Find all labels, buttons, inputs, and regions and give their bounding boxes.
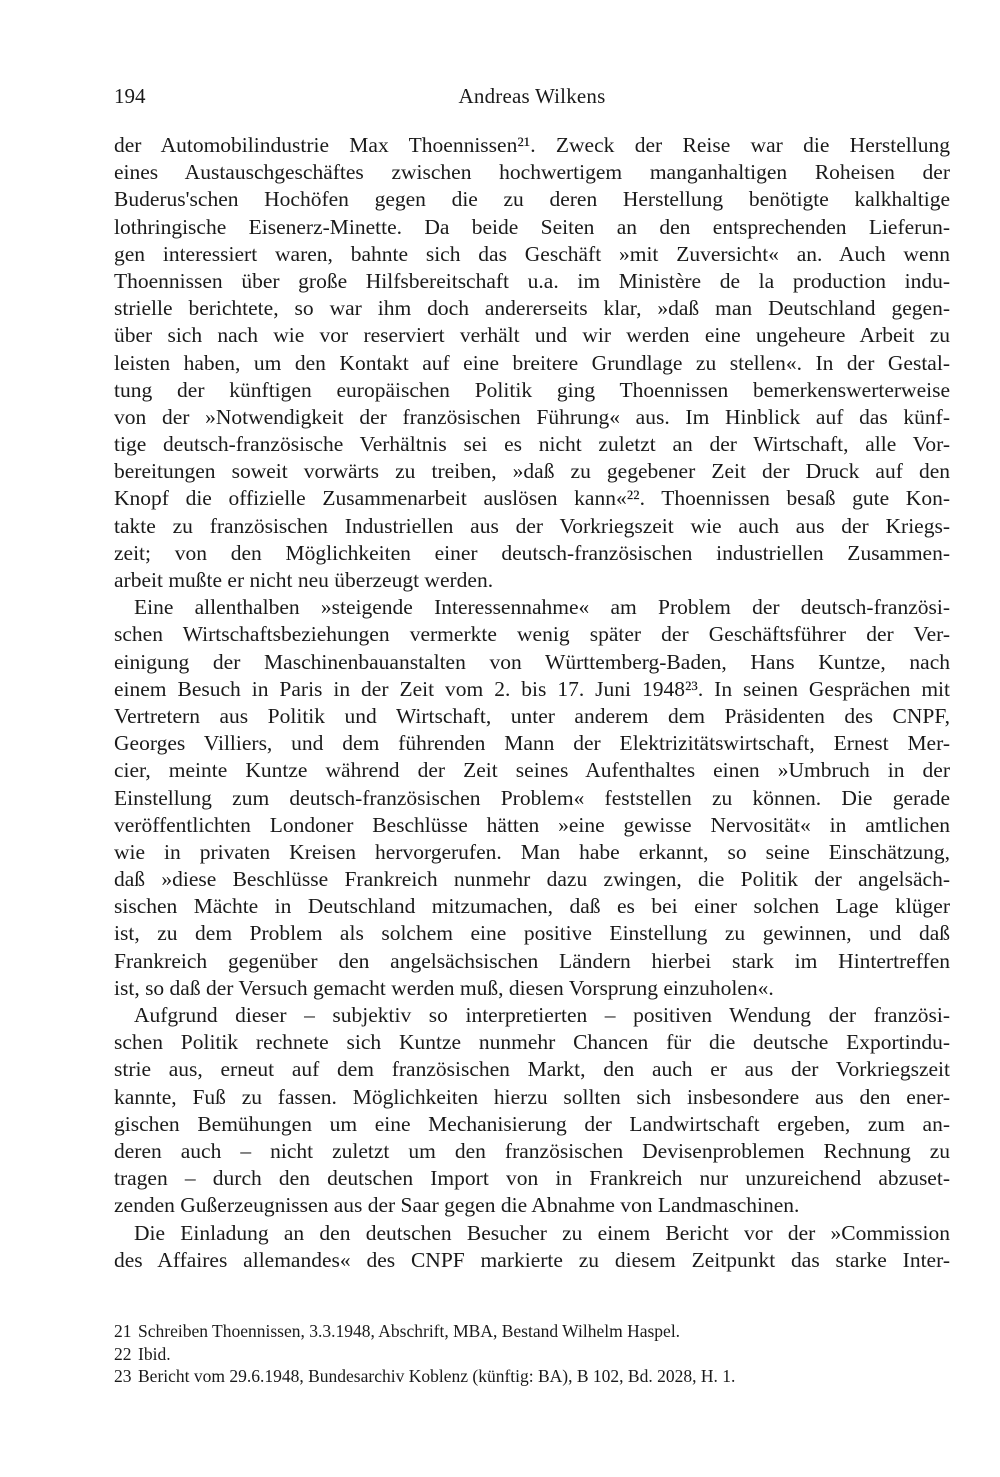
body-line: der Automobilindustrie Max Thoennissen²¹. Zweck der Reise war die Herstellung	[114, 133, 950, 157]
body-line: Eine allenthalben »steigende Interessennahme« am Problem der deutsch-französi-	[134, 595, 950, 620]
body-line: schen Politik rechnete sich Kuntze nunmehr Chancen für die deutsche Exportindu-	[114, 1030, 950, 1055]
body-line: zenden Gußerzeugnissen aus der Saar gegen die Abnahme von Landmaschinen.	[114, 1193, 800, 1218]
body-line: Die Einladung an den deutschen Besucher zu einem Bericht vor der »Commission	[134, 1220, 950, 1245]
page-number: 194	[114, 84, 146, 108]
body-line: tragen – durch den deutschen Import von in Frankreich nur unzureichend abzuset-	[114, 1166, 950, 1191]
body-line: lothringische Eisenerz-Minette. Da beide Seiten an den entsprechenden Lieferun-	[114, 214, 950, 239]
footnote-text: Bericht vom 29.6.1948, Bundesarchiv Koblenz (künftig: BA), B 102, Bd. 2028, H. 1.	[138, 1366, 736, 1386]
body-line: tung der künftigen europäischen Politik ging Thoennissen bemerkenswerterweise	[114, 377, 950, 402]
body-line: einem Besuch in Paris in der Zeit vom 2. bis 17. Juni 1948²³. In seinen Gesprächen mit	[114, 676, 950, 701]
body-line: Frankreich gegenüber den angelsächsischen Ländern hierbei stark im Hintertreffen	[114, 948, 950, 973]
body-line: zeit; von den Möglichkeiten einer deutsch-französischen industriellen Zusammen-	[114, 540, 950, 565]
footnote-number: 22	[114, 1343, 132, 1364]
body-line: Knopf die offizielle Zusammenarbeit auslösen kann«²². Thoennissen besaß gute Kon-	[114, 486, 950, 511]
body-line: cier, meinte Kuntze während der Zeit seines Aufenthaltes einen »Umbruch in der	[114, 758, 950, 783]
page-header	[114, 84, 950, 114]
footnote	[114, 1365, 950, 1388]
body-line: Georges Villiers, und dem führenden Mann der Elektrizitätswirtschaft, Ernest Mer-	[114, 731, 950, 756]
body-line: Thoennissen über große Hilfsbereitschaft u.a. im Ministère de la production indu-	[114, 268, 950, 293]
footnote-number: 21	[114, 1321, 132, 1341]
body-line: tige deutsch-französische Verhältnis sei es nicht zuletzt an der Wirtschaft, alle Vor-	[114, 432, 950, 457]
body-text	[114, 132, 950, 1274]
footnote	[114, 1343, 950, 1366]
body-line: eines Austauschgeschäftes zwischen hochwertigem manganhaltigen Roheisen der	[114, 160, 950, 185]
body-line: wie in privaten Kreisen hervorgerufen. Man habe erkannt, so seine Einschätzung,	[114, 839, 950, 864]
body-line: gen interessiert waren, bahnte sich das Geschäft »mit Zuversicht« an. Auch wenn	[114, 241, 950, 266]
footnote-text: Ibid.	[138, 1343, 171, 1364]
body-line: kannte, Fuß zu fassen. Möglichkeiten hierzu sollten sich insbesondere aus den ener-	[114, 1084, 950, 1109]
body-line: gischen Bemühungen um eine Mechanisierung der Landwirtschaft ergeben, zum an-	[114, 1111, 950, 1136]
body-line: arbeit mußte er nicht neu überzeugt werden.	[114, 568, 494, 592]
footnote-number: 23	[114, 1366, 132, 1386]
body-line: schen Wirtschaftsbeziehungen vermerkte wenig später der Geschäftsführer der Ver-	[114, 622, 950, 647]
footnotes	[114, 1320, 950, 1388]
body-line: über sich nach wie vor reserviert verhält und wir werden eine ungeheure Arbeit zu	[114, 323, 950, 348]
footnote	[114, 1320, 950, 1343]
body-line: von der »Notwendigkeit der französischen Führung« aus. Im Hinblick auf das künf-	[114, 404, 950, 429]
footnote-text: Schreiben Thoennissen, 3.3.1948, Abschrift, MBA, Bestand Wilhelm Haspel.	[138, 1321, 681, 1341]
body-line: deren auch – nicht zuletzt um den französischen Devisenproblemen Rechnung zu	[114, 1138, 950, 1163]
body-line: leisten haben, um den Kontakt auf eine breitere Grundlage zu stellen«. In der Gestal-	[114, 350, 950, 375]
body-line: Aufgrund dieser – subjektiv so interpretierten – positiven Wendung der französi-	[134, 1003, 950, 1027]
body-line: takte zu französischen Industriellen aus der Vorkriegszeit wie auch aus der Kriegs-	[114, 513, 950, 538]
running-head: Andreas Wilkens	[458, 84, 606, 108]
body-line: strielle berichtete, so war ihm doch andererseits klar, »daß man Deutschland gegen-	[114, 296, 950, 321]
body-line: veröffentlichten Londoner Beschlüsse hätten »eine gewisse Nervosität« in amtlichen	[114, 812, 950, 837]
body-line: bereitungen soweit vorwärts zu treiben, »daß zu gegebener Zeit der Druck auf den	[114, 459, 950, 484]
body-line: strie aus, erneut auf dem französischen Markt, den auch er aus der Vorkriegszeit	[114, 1057, 950, 1082]
body-line: Buderus'schen Hochöfen gegen die zu deren Herstellung benötigte kalkhaltige	[114, 187, 950, 212]
body-line: ist, zu dem Problem als solchem eine positive Einstellung zu gewinnen, und daß	[114, 921, 950, 946]
body-line: sischen Mächte in Deutschland mitzumachen, daß es bei einer solchen Lage klüger	[114, 894, 950, 919]
body-line: Vertretern aus Politik und Wirtschaft, unter anderem dem Präsidenten des CNPF,	[114, 703, 950, 728]
body-line: des Affaires allemandes« des CNPF markierte zu diesem Zeitpunkt das starke Inter-	[114, 1247, 950, 1272]
body-line: daß »diese Beschlüsse Frankreich nunmehr dazu zwingen, die Politik der angelsäch-	[114, 867, 950, 892]
body-line: einigung der Maschinenbauanstalten von Württemberg-Baden, Hans Kuntze, nach	[114, 649, 950, 674]
body-line: ist, so daß der Versuch gemacht werden muß, diesen Vorsprung einzuholen«.	[114, 975, 774, 1000]
body-line: Einstellung zum deutsch-französischen Problem« feststellen zu können. Die gerade	[114, 785, 950, 810]
